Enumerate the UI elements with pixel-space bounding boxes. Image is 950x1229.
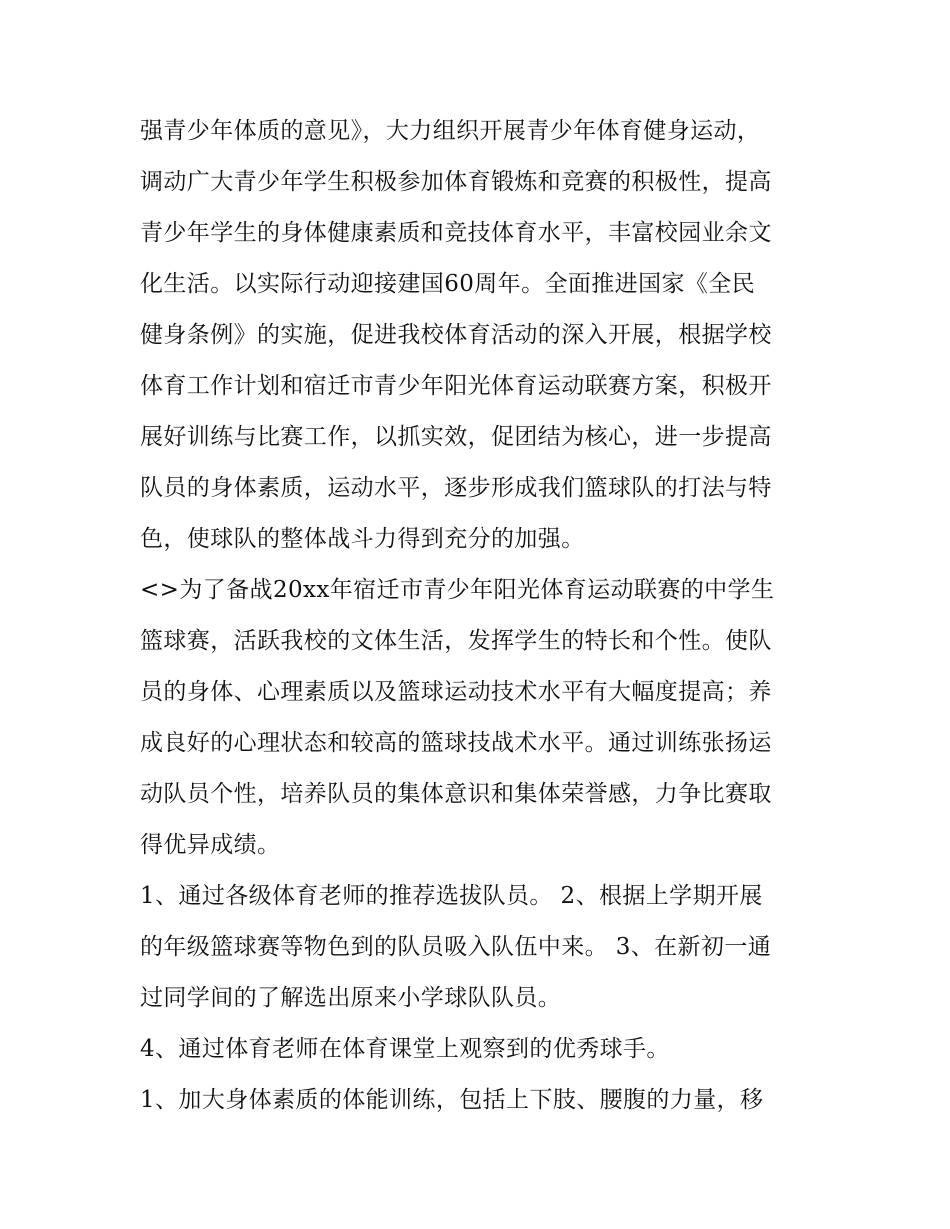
- text-line: 健身条例》的实施，促进我校体育活动的深入开展，根据学校: [140, 322, 772, 348]
- text-line: 强青少年体质的意见》，大力组织开展青少年体育健身运动，: [140, 118, 761, 144]
- text-line: 化生活。以实际行动迎接建国60周年。全面推进国家《全民: [140, 271, 756, 297]
- text-line: 1、通过各级体育老师的推荐选拔队员。 2、根据上学期开展: [140, 883, 763, 909]
- text-line: <>为了备战20xx年宿迁市青少年阳光体育运动联赛的中学生: [140, 577, 775, 603]
- text-line: 动队员个性，培养队员的集体意识和集体荣誉感，力争比赛取: [140, 781, 772, 807]
- text-line: 的年级篮球赛等物色到的队员吸入队伍中来。 3、在新初一通: [140, 934, 772, 960]
- document-body: [140, 106, 815, 1126]
- text-line: 调动广大青少年学生积极参加体育锻炼和竞赛的积极性，提高: [140, 169, 772, 195]
- text-line: 篮球赛，活跃我校的文体生活，发挥学生的特长和个性。使队: [140, 628, 772, 654]
- text-line: 展好训练与比赛工作，以抓实效，促团结为核心，进一步提高: [140, 424, 772, 450]
- text-line: 员的身体、心理素质以及篮球运动技术水平有大幅度提高；养: [140, 679, 772, 705]
- text-line: 成良好的心理状态和较高的篮球技战术水平。通过训练张扬运: [140, 730, 772, 756]
- text-line: 青少年学生的身体健康素质和竞技体育水平，丰富校园业余文: [140, 220, 772, 246]
- text-line: 1、加大身体素质的体能训练，包括上下肢、腰腹的力量，移: [140, 1087, 764, 1113]
- text-line: 色，使球队的整体战斗力得到充分的加强。: [140, 526, 585, 552]
- text-line: 队员的身体素质，运动水平，逐步形成我们篮球队的打法与特: [140, 475, 772, 501]
- text-line: 4、通过体育老师在体育课堂上观察到的优秀球手。: [140, 1036, 670, 1062]
- text-line: 得优异成绩。: [140, 832, 281, 858]
- text-line: 体育工作计划和宿迁市青少年阳光体育运动联赛方案，积极开: [140, 373, 772, 399]
- text-line: 过同学间的了解选出原来小学球队队员。: [140, 985, 562, 1011]
